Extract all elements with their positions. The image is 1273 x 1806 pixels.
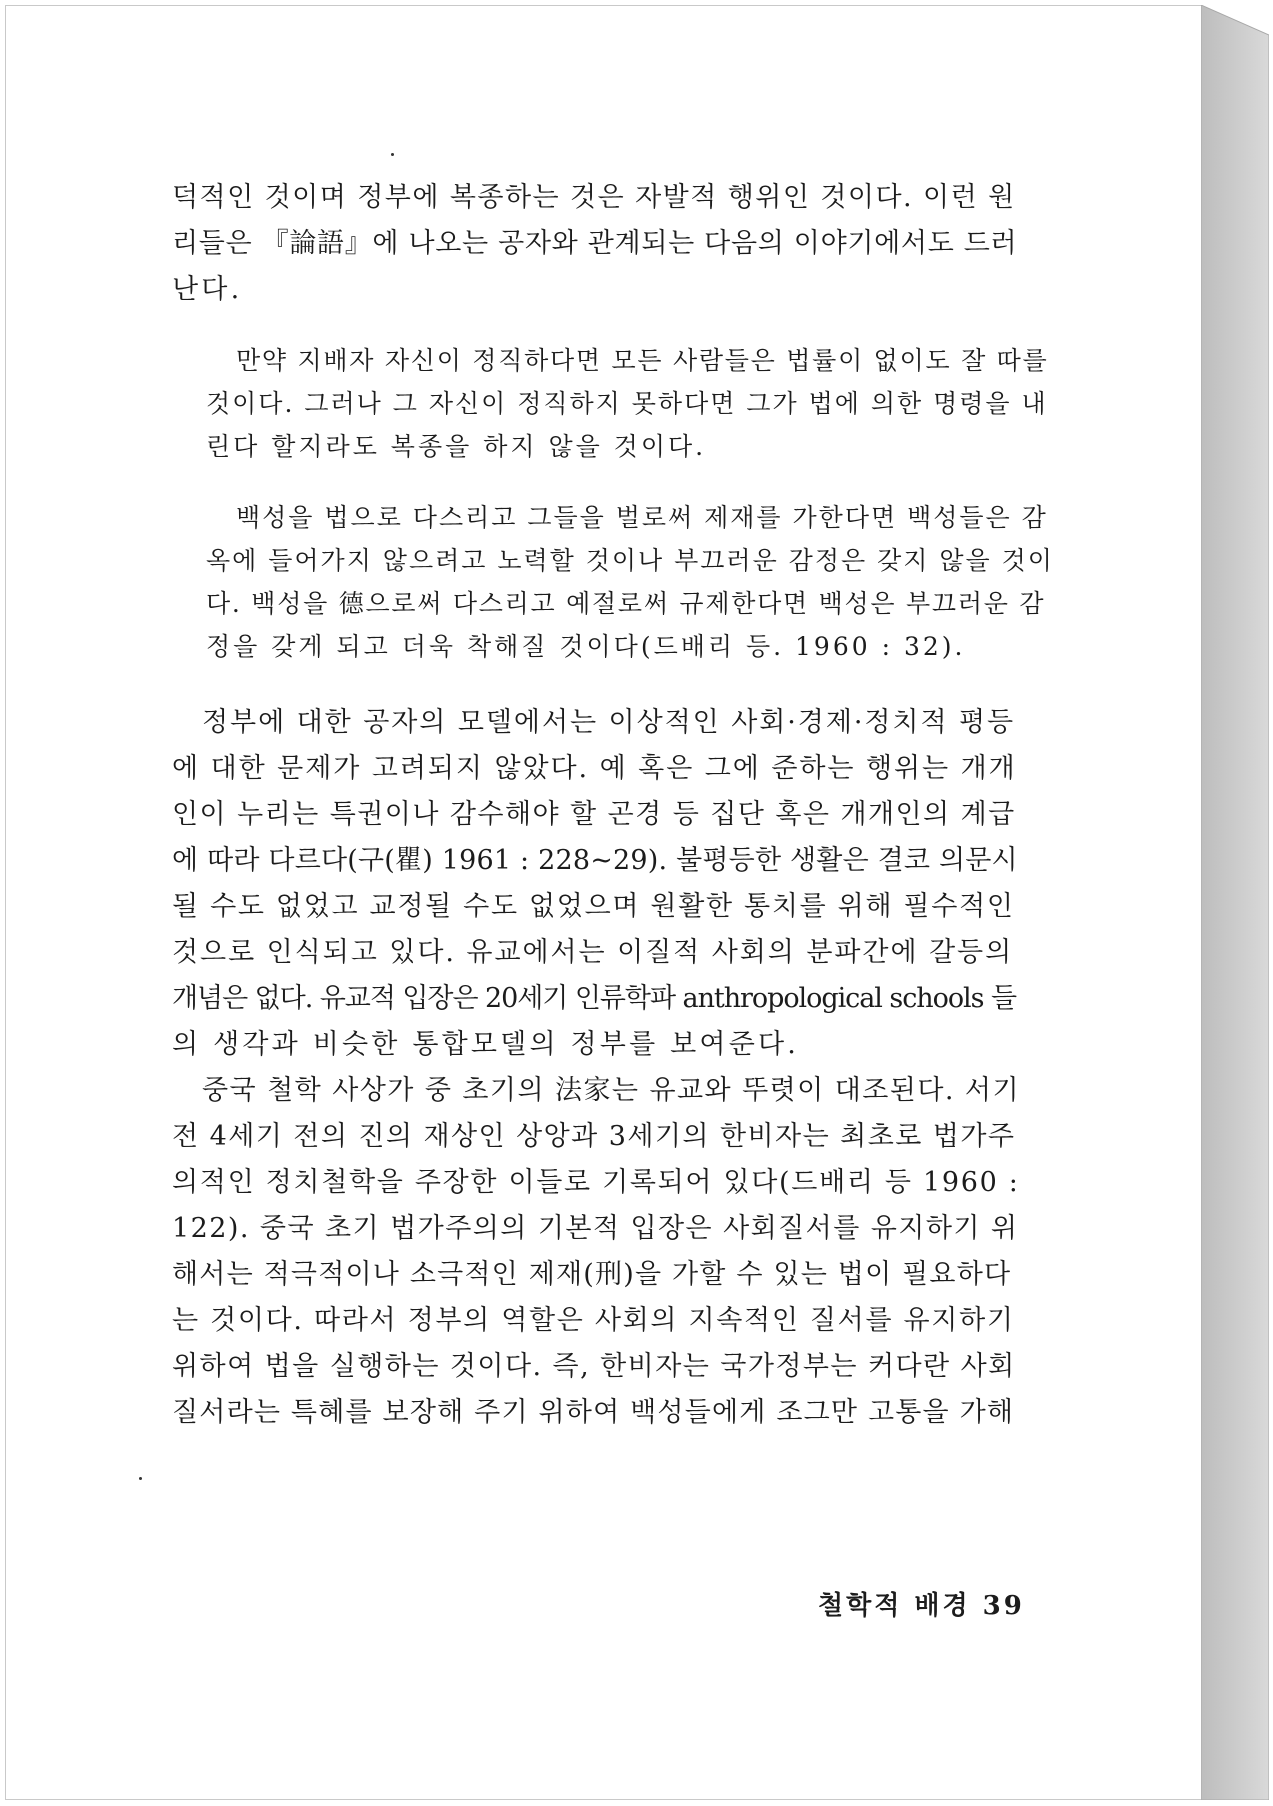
text-line: 정부에 대한 공자의 모델에서는 이상적인 사회·경제·정치적 평등 (202, 707, 1016, 738)
text-line: 개념은 없다. 유교적 입장은 20세기 인류학파 anthropological schools 들 (172, 983, 1016, 1014)
text-line: 122). 중국 초기 법가주의의 기본적 입장은 사회질서를 유지하기 위 (172, 1213, 1019, 1244)
text-line: 될 수도 없었고 교정될 수도 없었으며 원활한 통치를 위해 필수적인 (172, 891, 1015, 922)
text-line: 다. 백성을 德으로써 다스리고 예절로써 규제한다면 백성은 부끄러운 감 (206, 589, 1046, 618)
running-footer: 철학적 배경 39 (818, 1591, 1025, 1621)
text-line: 질서라는 특혜를 보장해 주기 위하여 백성들에게 조그만 고통을 가해 (172, 1397, 1015, 1428)
text-line: 위하여 법을 실행하는 것이다. 즉, 한비자는 국가정부는 커다란 사회 (172, 1351, 1016, 1382)
paragraph-2 (172, 700, 1020, 1068)
text-line: 에 따라 다르다(구(瞿) 1961 : 228~29). 불평등한 생활은 결코 의문시 (172, 845, 1018, 876)
text-line: 에 대한 문제가 고려되지 않았다. 예 혹은 그에 준하는 행위는 개개 (172, 753, 1017, 784)
text-line: 덕적인 것이며 정부에 복종하는 것은 자발적 행위인 것이다. 이런 원 (172, 182, 1016, 213)
text-line: 전 4세기 전의 진의 재상인 상앙과 3세기의 한비자는 최초로 법가주 (172, 1121, 1016, 1152)
paragraph-3 (172, 1068, 1020, 1436)
text-line: 난다. (172, 274, 243, 305)
text-line: 의적인 정치철학을 주장한 이들로 기록되어 있다(드배리 등 1960 : (172, 1167, 1020, 1198)
body-text (172, 175, 1054, 1436)
text-line: 의 생각과 비슷한 통합모델의 정부를 보여준다. (172, 1029, 800, 1060)
dust-speck (139, 1477, 142, 1480)
text-line: 중국 철학 사상가 중 초기의 法家는 유교와 뚜렷이 대조된다. 서기 (202, 1075, 1020, 1106)
text-line: 백성을 법으로 다스리고 그들을 벌로써 제재를 가한다면 백성들은 감 (236, 503, 1048, 532)
block-quote-1 (172, 339, 1049, 468)
dust-speck (391, 153, 394, 156)
text-line: 옥에 들어가지 않으려고 노력할 것이나 부끄러운 감정은 갖지 않을 것이 (206, 546, 1054, 575)
text-line: 린다 할지라도 복종을 하지 않을 것이다. (206, 432, 707, 461)
text-line: 리들은 『論語』에 나오는 공자와 관계되는 다음의 이야기에서도 드러 (172, 228, 1018, 259)
text-line: 는 것이다. 따라서 정부의 역할은 사회의 지속적인 질서를 유지하기 (172, 1305, 1015, 1336)
block-quote-2 (172, 496, 1054, 668)
paragraph-1 (172, 175, 1020, 313)
text-line: 인이 누리는 특권이나 감수해야 할 곤경 등 집단 혹은 개개인의 계급 (172, 799, 1016, 830)
text-line: 것으로 인식되고 있다. 유교에서는 이질적 사회의 분파간에 갈등의 (172, 937, 1014, 968)
text-line: 해서는 적극적이나 소극적인 제재(刑)을 가할 수 있는 법이 필요하다 (172, 1259, 1012, 1290)
book-edge (1201, 5, 1269, 1800)
text-line: 만약 지배자 자신이 정직하다면 모든 사람들은 법률이 없이도 잘 따를 (236, 346, 1049, 375)
text-line: 것이다. 그러나 그 자신이 정직하지 못하다면 그가 법에 의한 명령을 내 (206, 389, 1048, 418)
text-line: 정을 갖게 되고 더욱 착해질 것이다(드배리 등. 1960 : 32). (206, 632, 966, 661)
